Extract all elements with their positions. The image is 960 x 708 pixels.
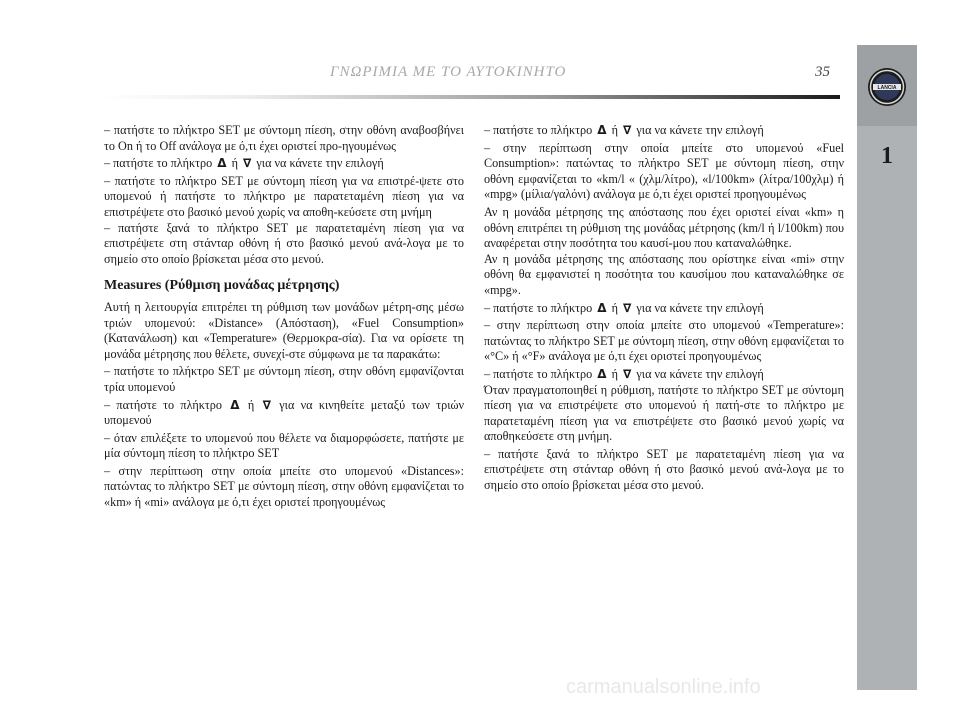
paragraph: – στην περίπτωση στην οποία μπείτε στο υπομενού «Fuel Consumption»: πατώντας το πλήκτρο SET με σύντομη πίεση, στην οθόνη εμφανίζεται το «km/l « (χλμ/λίτρο), «l/100km» (λίτρα/100χλμ) ή «mpg» (μίλια/γαλόνι) ανάλογα με ό,τι έχει οριστεί προηγουμένως xyxy=(484,140,844,202)
paragraph: – στην περίπτωση στην οποία μπείτε στο υπομενού «Temperature»: πατώντας το πλήκτρο SET με σύντομη πίεση, στην οθόνη εμφανίζεται το «°C» ή «°F» ανάλογα με ό,τι έχει οριστεί προηγουμένως xyxy=(484,318,844,364)
logo-text: LANCIA xyxy=(877,85,897,91)
left-column xyxy=(104,123,464,511)
up-arrow-icon: Δ xyxy=(597,123,607,137)
text: – πατήστε το πλήκτρο xyxy=(484,123,596,137)
text: για να κάνετε την επιλογή xyxy=(253,156,384,171)
text: ή xyxy=(228,156,241,171)
up-arrow-icon: Δ xyxy=(217,156,227,171)
down-arrow-icon: ∇ xyxy=(242,156,252,171)
paragraph xyxy=(484,301,844,317)
paragraph: Όταν πραγματοποιηθεί η ρύθμιση, πατήστε το πλήκτρο SET με σύντομη πίεση για να επιστρέψετε στο υπομενού ή πατή-στε το πλήκτρο με παρατεταμένη πίεση για να επιστρέψετε στο βασικό μενού χωρίς να αποθηκεύσετε στη μνήμη. xyxy=(484,382,844,444)
text: για να κινηθείτε μεταξύ των τριών υπομενού xyxy=(104,397,465,428)
up-arrow-icon: Δ xyxy=(597,300,607,315)
page-header-title: ΓΝΩΡΙΜΙΑ ΜΕ ΤΟ ΑΥΤΟΚΙΝΗΤΟ xyxy=(330,64,567,80)
paragraph: – όταν επιλέξετε το υπομενού που θέλετε να διαμορφώσετε, πατήστε με μία σύντομη πίεση το πλήκτρο SET xyxy=(104,430,464,461)
paragraph: Αυτή η λειτουργία επιτρέπει τη ρύθμιση των μονάδων μέτρη-σης μέσω τριών υπομενού: «Distance» (Απόσταση), «Fuel Consumption» (Κατανάλωση) και «Temperature» (Θερμοκρα-σία). Για να ορίσετε τη μονάδα μέτρησης που θέλετε, συνεχί-στε σύμφωνα με τα παρακάτω: xyxy=(104,299,464,361)
down-arrow-icon: ∇ xyxy=(622,300,632,315)
paragraph xyxy=(484,123,844,139)
paragraph: Αν η μονάδα μέτρησης της απόστασης που ορίστηκε είναι «mi» στην οθόνη θα εμφανιστεί η ποσότητα του καυσίμου που καταναλώθηκε σε «mpg». xyxy=(484,251,844,297)
up-arrow-icon: Δ xyxy=(597,366,607,381)
text: για να κάνετε την επιλογή xyxy=(633,123,764,137)
page-number: 35 xyxy=(815,64,830,80)
chapter-tab-header xyxy=(857,45,917,126)
right-column xyxy=(484,123,844,494)
text: – πατήστε το πλήκτρο xyxy=(484,300,596,315)
text: – πατήστε το πλήκτρο xyxy=(104,156,216,171)
down-arrow-icon: ∇ xyxy=(622,366,632,381)
section-heading: Measures (Ρύθμιση μονάδας μέτρησης) xyxy=(104,278,340,294)
down-arrow-icon: ∇ xyxy=(622,123,632,137)
up-arrow-icon: Δ xyxy=(230,397,240,412)
paragraph: – πατήστε το πλήκτρο SET με σύντομη πίεση, στην οθόνη εμφανίζονται τρία υπομενού xyxy=(104,364,464,394)
text: για να κάνετε την επιλογή xyxy=(633,366,764,381)
text: ή xyxy=(608,366,621,381)
header-divider xyxy=(100,95,840,99)
chapter-tab xyxy=(857,45,917,690)
paragraph: – πατήστε ξανά το πλήκτρο SET με παρατεταμένη πίεση για να επιστρέψετε στη στάνταρ οθόνη ή στο βασικό μενού ανά-λογα με το σημείο στο οποίο βρίσκεται μέσα στο μενού. xyxy=(484,446,844,493)
paragraph xyxy=(484,367,844,383)
paragraph: – στην περίπτωση στην οποία μπείτε στο υπομενού «Distances»: πατώντας το πλήκτρο SET με σύντομη πίεση, στην οθόνη εμφανίζεται το «km» ή «mi» ανάλογα με ό,τι έχει οριστεί προηγουμένως xyxy=(104,463,464,510)
paragraph: – πατήστε το πλήκτρο SET με σύντομη πίεση για να επιστρέ-ψετε στο υπομενού ή πατήστε το πλήκτρο με παρατεταμένη πίεση για να επιστρέψετε στο βασικό μενού χωρίς να αποθη-κεύσετε στη μνήμη xyxy=(104,173,464,219)
lancia-logo-icon xyxy=(867,67,907,107)
text: ή xyxy=(608,123,621,137)
paragraph xyxy=(104,398,464,429)
text: για να κάνετε την επιλογή xyxy=(633,300,764,315)
chapter-number: 1 xyxy=(881,143,893,169)
text: – πατήστε το πλήκτρο xyxy=(104,397,229,412)
watermark: carmanualsonline.info xyxy=(566,676,761,698)
paragraph: – πατήστε ξανά το πλήκτρο SET με παρατεταμένη πίεση για να επιστρέψετε στη στάνταρ οθόνη ή στο βασικό μενού ανά-λογα με το σημείο στο οποίο βρίσκεται μέσα στο μενού. xyxy=(104,220,464,266)
down-arrow-icon: ∇ xyxy=(262,397,271,412)
text: ή xyxy=(608,300,621,315)
text: ή xyxy=(241,397,261,412)
paragraph xyxy=(104,156,464,172)
paragraph: – πατήστε το πλήκτρο SET με σύντομη πίεση, στην οθόνη αναβοσβήνει το On ή το Off ανάλογα με ό,τι έχει οριστεί προ-ηγουμένως xyxy=(104,123,464,153)
text: – πατήστε το πλήκτρο xyxy=(484,366,596,381)
paragraph: Αν η μονάδα μέτρησης της απόστασης που έχει οριστεί είναι «km» η οθόνη επιτρέπει τη ρύθμιση της μονάδας μέτρησης (km/l ή l/100km) που αναφέρεται στην ποσότητα του καυσί-μου που καταναλώθηκε. xyxy=(484,204,844,251)
